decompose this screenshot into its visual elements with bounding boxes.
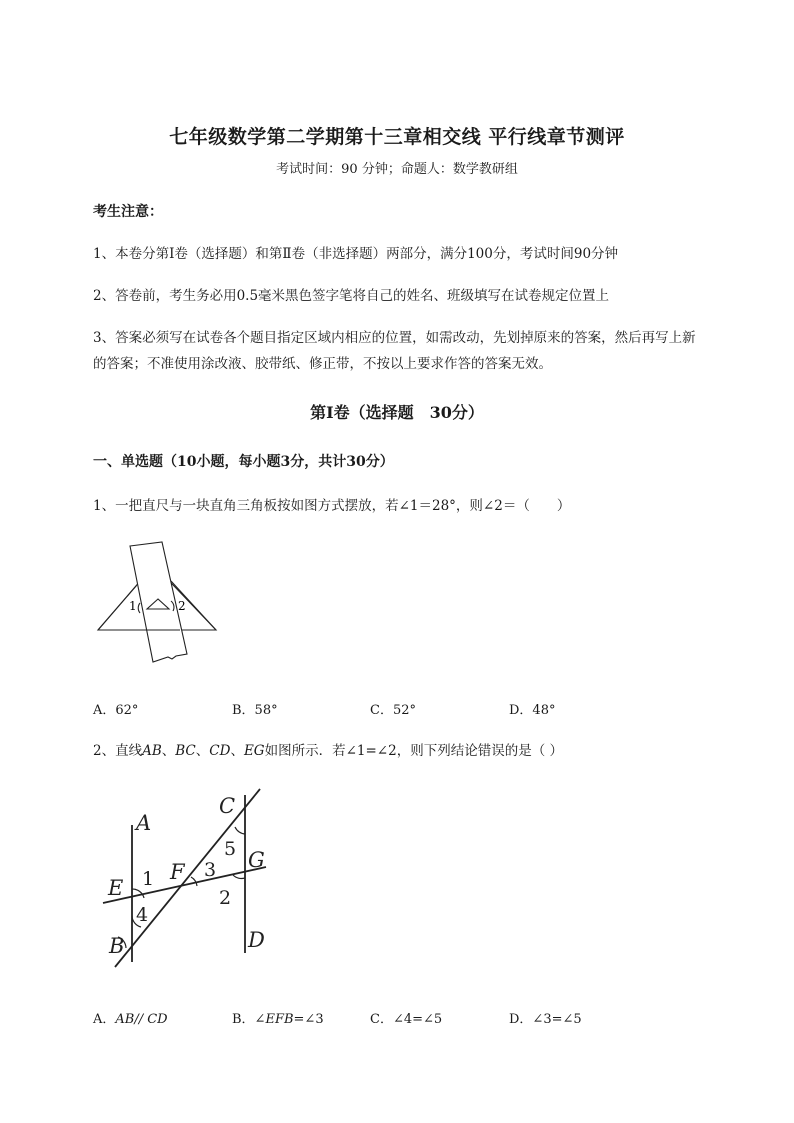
- question-2-figure: [98, 785, 278, 970]
- angle-2-arc: [233, 875, 245, 879]
- question-1-figure: [92, 540, 227, 666]
- page-title: 七年级数学第二学期第十三章相交线 平行线章节测评: [169, 126, 625, 148]
- point-e-label: E: [108, 876, 124, 900]
- angle-4-label: 4: [136, 904, 149, 926]
- angle-1-label: 1: [142, 868, 155, 890]
- angle-3-label: 3: [204, 859, 217, 881]
- point-a-label: A: [136, 811, 152, 835]
- rule-3-continued: 的答案；不准使用涂改液、胶带纸、修正带，不按以上要求作答的答案无效。: [93, 356, 552, 372]
- angle-5-arc: [235, 827, 245, 834]
- line-cd: CD: [209, 743, 231, 759]
- q2-option-c[interactable]: C．∠4=∠5: [370, 1012, 443, 1027]
- q2-option-a[interactable]: A．AB// CD: [93, 1012, 168, 1027]
- question-2-stem: 2、直线AB、BC、CD、EG如图所示．若∠1=∠2，则下列结论错误的是（ ）: [93, 743, 563, 759]
- point-f-label: F: [170, 860, 185, 884]
- section-title: 第Ⅰ卷（选择题 30分）: [310, 403, 484, 422]
- angle-5-label: 5: [224, 838, 237, 860]
- point-g-label: G: [248, 848, 265, 872]
- rule-3: 3、答案必须写在试卷各个题目指定区域内相应的位置，如需改动，先划掉原来的答案，然后再写上新: [93, 330, 696, 346]
- rule-1: 1、本卷分第Ⅰ卷（选择题）和第Ⅱ卷（非选择题）两部分，满分100分，考试时间90分钟: [93, 246, 619, 262]
- question-1-stem: 1、一把直尺与一块直角三角板按如图方式摆放，若∠1＝28°，则∠2＝（ ）: [93, 498, 571, 514]
- line-ab: AB: [142, 743, 162, 759]
- rule-2: 2、答卷前，考生务必用0.5毫米黑色签字笔将自己的姓名、班级填写在试卷规定位置上: [93, 288, 610, 304]
- line-bc: BC: [175, 743, 196, 759]
- angle-3-arc: [191, 877, 197, 886]
- point-b-label: B: [109, 934, 125, 958]
- q1-option-d[interactable]: D．48°: [509, 703, 556, 718]
- q2-option-d[interactable]: D．∠3=∠5: [509, 1012, 582, 1027]
- point-c-label: C: [219, 794, 236, 818]
- angle-2-label: 2: [219, 887, 232, 909]
- notice-heading: 考生注意：: [93, 204, 163, 220]
- q2-option-b[interactable]: B．∠EFB=∠3: [232, 1012, 324, 1027]
- q1-option-b[interactable]: B．58°: [232, 703, 278, 718]
- q1-option-a[interactable]: A．62°: [93, 703, 139, 718]
- line-eg: EG: [243, 743, 265, 759]
- point-d-label: D: [248, 928, 265, 952]
- angle-2-label: 2: [178, 599, 186, 613]
- q1-option-c[interactable]: C．52°: [370, 703, 416, 718]
- angle-1-label: 1: [129, 599, 137, 613]
- part-heading: 一、单选题（10小题，每小题3分，共计30分）: [93, 454, 394, 470]
- exam-info: 考试时间：90 分钟；命题人：数学教研组: [276, 162, 518, 177]
